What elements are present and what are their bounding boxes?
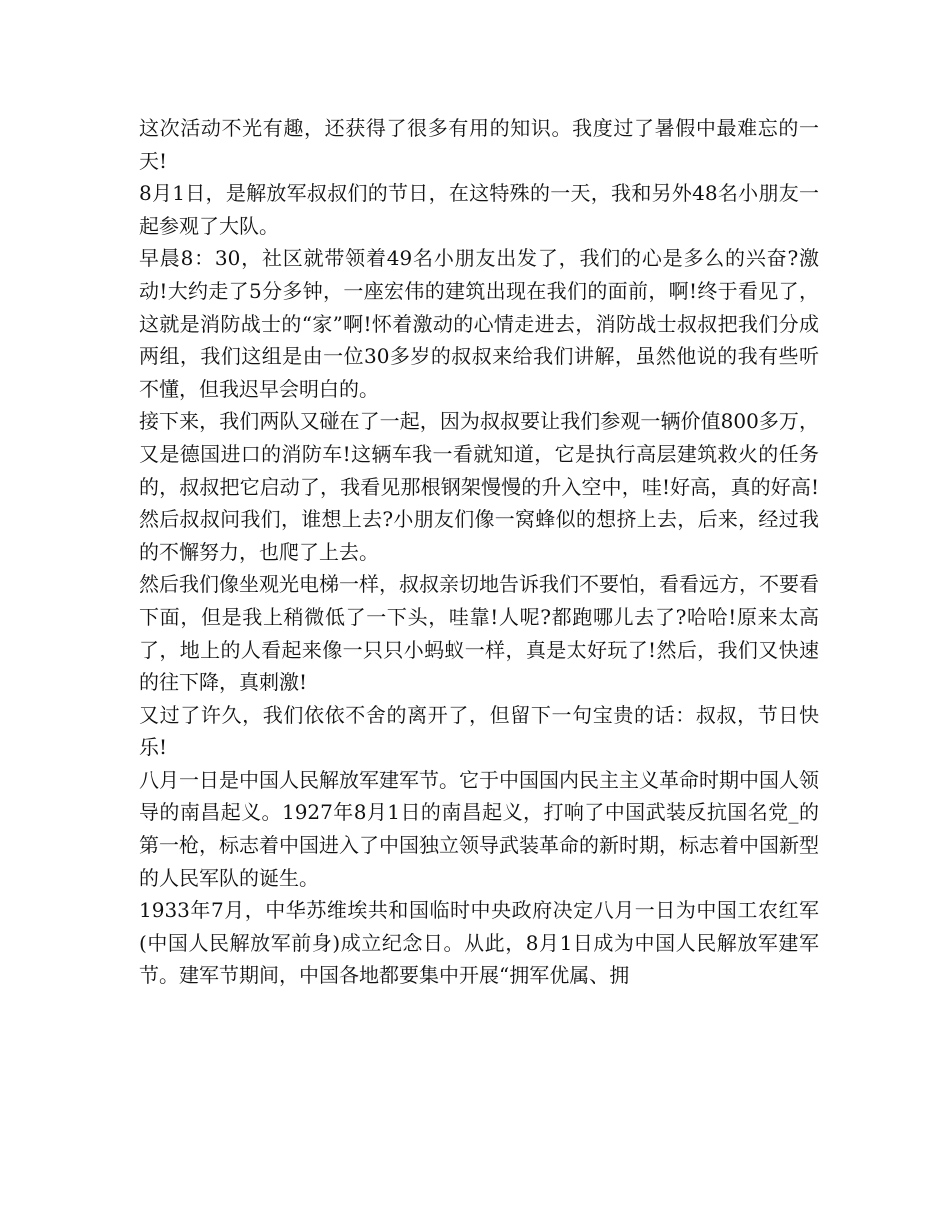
paragraph-4: 接下来，我们两队又碰在了一起，因为叔叔要让我们参观一辆价值800多万，又是德国进口的消防车!这辆车我一看就知道，它是执行高层建筑救火的任务的，叔叔把它启动了，我看见那根钢架慢慢的升入空中，哇!好高，真的好高!然后叔叔问我们，谁想上去?小朋友们像一窝蜂似的想挤上去，后来，经过我的不懈努力，也爬了上去。 <box>139 409 819 564</box>
paragraph-8: 1933年7月，中华苏维埃共和国临时中央政府决定八月一日为中国工农红军(中国人民解放军前身)成立纪念日。从此，8月1日成为中国人民解放军建军节。建军节期间，中国各地都要集中开展“拥军优属、拥 <box>139 898 819 988</box>
paragraph-2: 8月1日，是解放军叔叔们的节日，在这特殊的一天，我和另外48名小朋友一起参观了大队。 <box>139 181 819 238</box>
paragraph-1: 这次活动不光有趣，还获得了很多有用的知识。我度过了暑假中最难忘的一天! <box>139 116 819 173</box>
paragraph-5: 然后我们像坐观光电梯一样，叔叔亲切地告诉我们不要怕，看看远方，不要看下面，但是我上稍微低了一下头，哇靠!人呢?都跑哪儿去了?哈哈!原来太高了，地上的人看起来像一只只小蚂蚁一样，真是太好玩了!然后，我们又快速的往下降，真刺激! <box>139 572 819 695</box>
paragraph-3: 早晨8：30，社区就带领着49名小朋友出发了，我们的心是多么的兴奋?激动!大约走了5分多钟，一座宏伟的建筑出现在我们的面前，啊!终于看见了，这就是消防战士的“家”啊!怀着激动的心情走进去，消防战士叔叔把我们分成两组，我们这组是由一位30多岁的叔叔来给我们讲解，虽然他说的我有些听不懂，但我迟早会明白的。 <box>139 246 819 401</box>
document-body <box>139 112 819 992</box>
paragraph-7: 八月一日是中国人民解放军建军节。它于中国国内民主主义革命时期中国人领导的南昌起义。1927年8月1日的南昌起义，打响了中国武装反抗国名党_的第一枪，标志着中国进入了中国独立领导武装革命的新时期，标志着中国新型的人民军队的诞生。 <box>139 767 819 890</box>
paragraph-6: 又过了许久，我们依依不舍的离开了，但留下一句宝贵的话：叔叔，节日快乐! <box>139 702 819 760</box>
